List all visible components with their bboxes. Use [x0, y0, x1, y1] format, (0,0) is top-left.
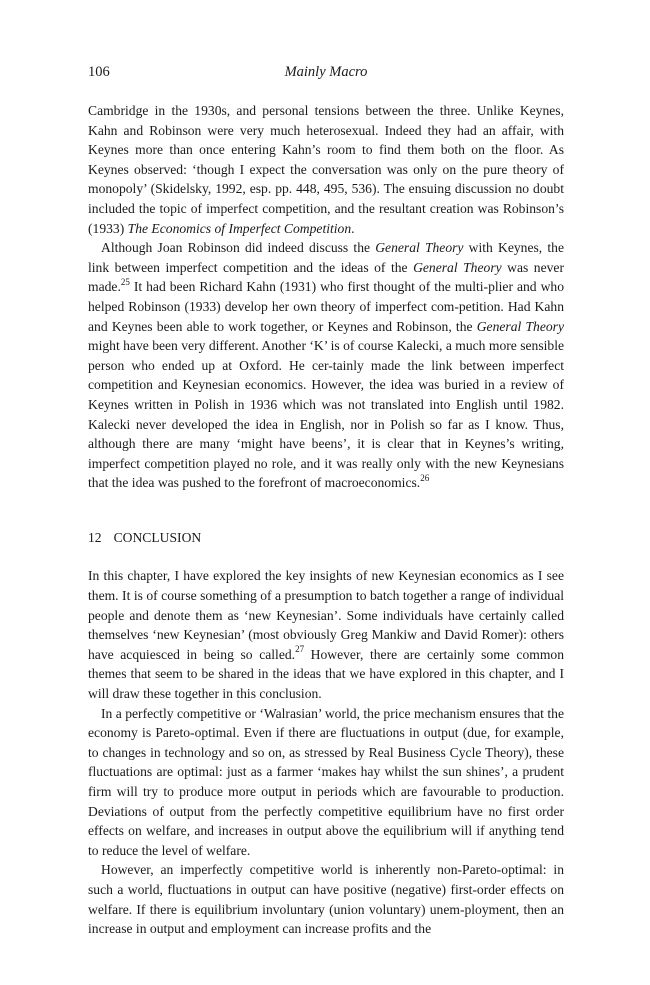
text-run: with Keynes, the link between imperfect competition and the ideas of the: [88, 240, 564, 275]
text-run: might have been very different. Another ‘K’ is of course Kalecki, a much more sensible person who ended up at Oxford. He cer-tainly made the link between imperfect competition and Keynesian economics. However, the idea was buried in a review of Keynes written in Polish in 1936 which was not translated into English until 1982. Kalecki never developed the idea in English, nor in Polish so far as I know. Thus, although there are many ‘might have beens’, it is clear that in Keynes’s writing, imperfect competition played no role, and it was really only with the new Keynesians that the idea was pushed to the forefront of macroeconomics.: [88, 338, 564, 491]
footnote-ref: 26: [420, 472, 430, 483]
paragraph: [88, 860, 564, 938]
paragraph: [88, 101, 564, 238]
running-head: [88, 64, 564, 86]
section-number: 12: [88, 529, 102, 545]
paragraph: [88, 704, 564, 861]
italic-title: General Theory: [413, 259, 502, 275]
footnote-ref: 25: [120, 276, 130, 287]
running-title: Mainly Macro: [284, 64, 368, 80]
italic-title: General Theory: [476, 318, 564, 334]
text-run: Although Joan Robinson did indeed discuss the: [101, 240, 376, 256]
page-number: 106: [88, 64, 110, 80]
body-text: [88, 101, 564, 939]
paragraph: [88, 566, 564, 703]
italic-title: General Theory: [375, 240, 464, 256]
text-run: was never made.: [88, 259, 564, 295]
text-run: In this chapter, I have explored the key insights of new Keynesian economics as I see them. It is of course something of a presumption to batch together a range of individual people and denote them as ‘new Keynesian’. Some individuals have certainly called themselves ‘new Keynesian’ (most obviously Greg Mankiw and David Romer): others have acquiesced in being so called.: [88, 568, 564, 662]
section-title: CONCLUSION: [113, 529, 202, 545]
text-run: Cambridge in the 1930s, and personal tensions between the three. Unlike Keynes, Kahn and Robinson were very much heterosexual. Indeed they had an affair, with Keynes more than once entering Kahn’s room to find them both on the floor. As Keynes observed: ‘though I expect the conversation was only on the pure theory of monopoly’ (Skidelsky, 1992, esp. pp. 448, 495, 536). The ensuing discussion no doubt included the topic of imperfect competition, and the resultant creation was Robinson’s (1933): [88, 103, 564, 236]
footnote-ref: 27: [295, 644, 305, 655]
text-run: .: [351, 220, 355, 236]
text-run: However, an imperfectly competitive world is inherently non-Pareto-optimal: in such a world, fluctuations in output can have positive (negative) first-order effects on welfare. If there is equilibrium involuntary (union voluntary) unem-ployment, then an increase in output and employment can increase profits and the: [88, 862, 564, 937]
text-run: It had been Richard Kahn (1931) who first thought of the multi-plier and who helped Robinson (1933) develop her own theory of imperfect com-petition. Had Kahn and Keynes been able to work together, or Keynes and Robinson, the: [88, 279, 564, 334]
text-run: In a perfectly competitive or ‘Walrasian’ world, the price mechanism ensures that the economy is Pareto-optimal. Even if there are fluctuations in output (due, for example, to changes in technology and so on, as stressed by Real Business Cycle Theory), these fluctuations are optimal: just as a farmer ‘makes hay whilst the sun shines’, a prudent firm will try to produce more output in periods which are favourable to production. Deviations of output from the perfectly competitive equilibrium have no first order effects on welfare, and increases in output above the equilibrium will if anything tend to reduce the level of welfare.: [88, 705, 564, 858]
text-run: However, there are certainly some common themes that seem to be shared in the ideas that we have explored in this chapter, and I will draw these together in this conclusion.: [88, 646, 564, 702]
section-heading: [88, 528, 564, 548]
italic-title: The Economics of Imperfect Competition: [127, 220, 352, 236]
paragraph: [88, 238, 564, 493]
